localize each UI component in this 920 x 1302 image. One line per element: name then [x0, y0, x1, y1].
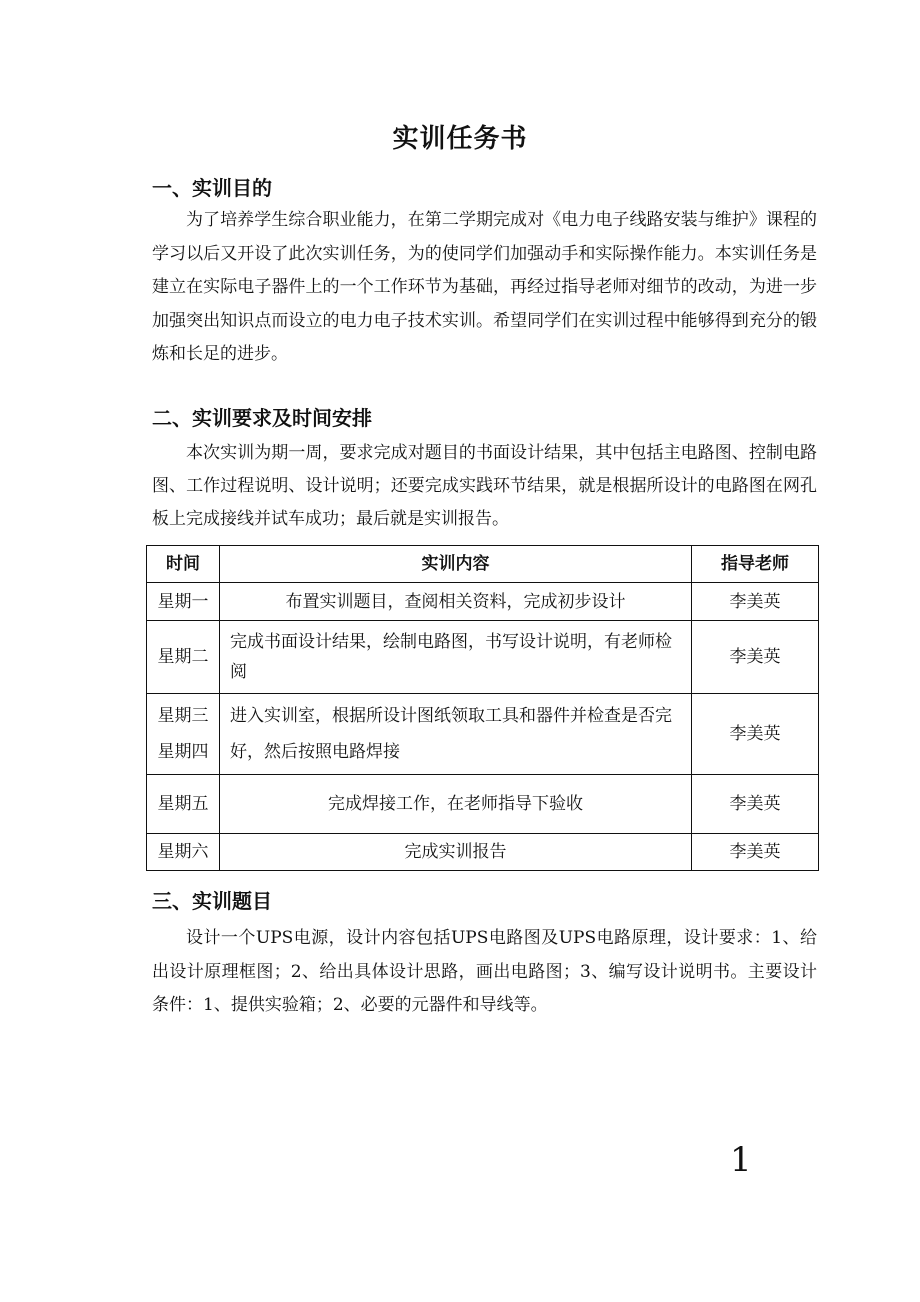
section-heading-requirements: 二、实训要求及时间安排 [152, 406, 372, 430]
section-text-purpose: 为了培养学生综合职业能力，在第二学期完成对《电力电子线路安装与维护》课程的学习以后又开设了此次实训任务，为的使同学们加强动手和实际操作能力。本实训任务是建立在实际电子器件上的一个工作环节为基础，再经过指导老师对细节的改动，为进一步加强突出知识点而设立的电力电子技术实训。希望同学们在实训过程中能够得到充分的锻炼和长足的进步。 [152, 210, 817, 364]
section-heading-purpose: 一、实训目的 [152, 176, 272, 200]
section-text-topic: 设计一个UPS电源，设计内容包括UPS电路图及UPS电路原理，设计要求：1、给出设计原理框图；2、给出具体设计思路，画出电路图；3、编写设计说明书。主要设计条件：1、提供实验箱；2、必要的元器件和导线等。 [152, 928, 817, 1015]
section-text-requirements: 本次实训为期一周，要求完成对题目的书面设计结果，其中包括主电路图、控制电路图、工作过程说明、设计说明；还要完成实践环节结果，就是根据所设计的电路图在网孔板上完成接线并试车成功；最后就是实训报告。 [152, 443, 817, 529]
cell-day: 星期二 [147, 621, 220, 694]
section-heading-topic: 三、实训题目 [152, 889, 272, 913]
cell-teacher: 李美英 [692, 694, 819, 775]
header-content: 实训内容 [220, 546, 692, 583]
table-row [147, 775, 819, 834]
cell-content: 完成实训报告 [220, 834, 692, 871]
cell-content: 完成焊接工作，在老师指导下验收 [220, 775, 692, 834]
cell-content: 进入实训室，根据所设计图纸领取工具和器件并检查是否完好，然后按照电路焊接 [220, 694, 692, 775]
cell-teacher: 李美英 [692, 775, 819, 834]
table-header-row [147, 546, 819, 583]
cell-teacher: 李美英 [692, 621, 819, 694]
cell-teacher: 李美英 [692, 834, 819, 871]
cell-content: 布置实训题目，查阅相关资料，完成初步设计 [220, 583, 692, 621]
cell-day: 星期六 [147, 834, 220, 871]
header-time: 时间 [147, 546, 220, 583]
table-row [147, 621, 819, 694]
cell-teacher: 李美英 [692, 583, 819, 621]
cell-content: 完成书面设计结果，绘制电路图，书写设计说明，有老师检阅 [220, 621, 692, 694]
cell-day: 星期一 [147, 583, 220, 621]
table-row [147, 694, 819, 775]
header-teacher: 指导老师 [692, 546, 819, 583]
document-title: 实训任务书 [392, 124, 528, 154]
schedule-table [146, 545, 819, 871]
cell-day: 星期五 [147, 775, 220, 834]
page-number: 1 [730, 1140, 752, 1180]
cell-day: 星期三 星期四 [147, 694, 220, 775]
table-row [147, 834, 819, 871]
table-row [147, 583, 819, 621]
